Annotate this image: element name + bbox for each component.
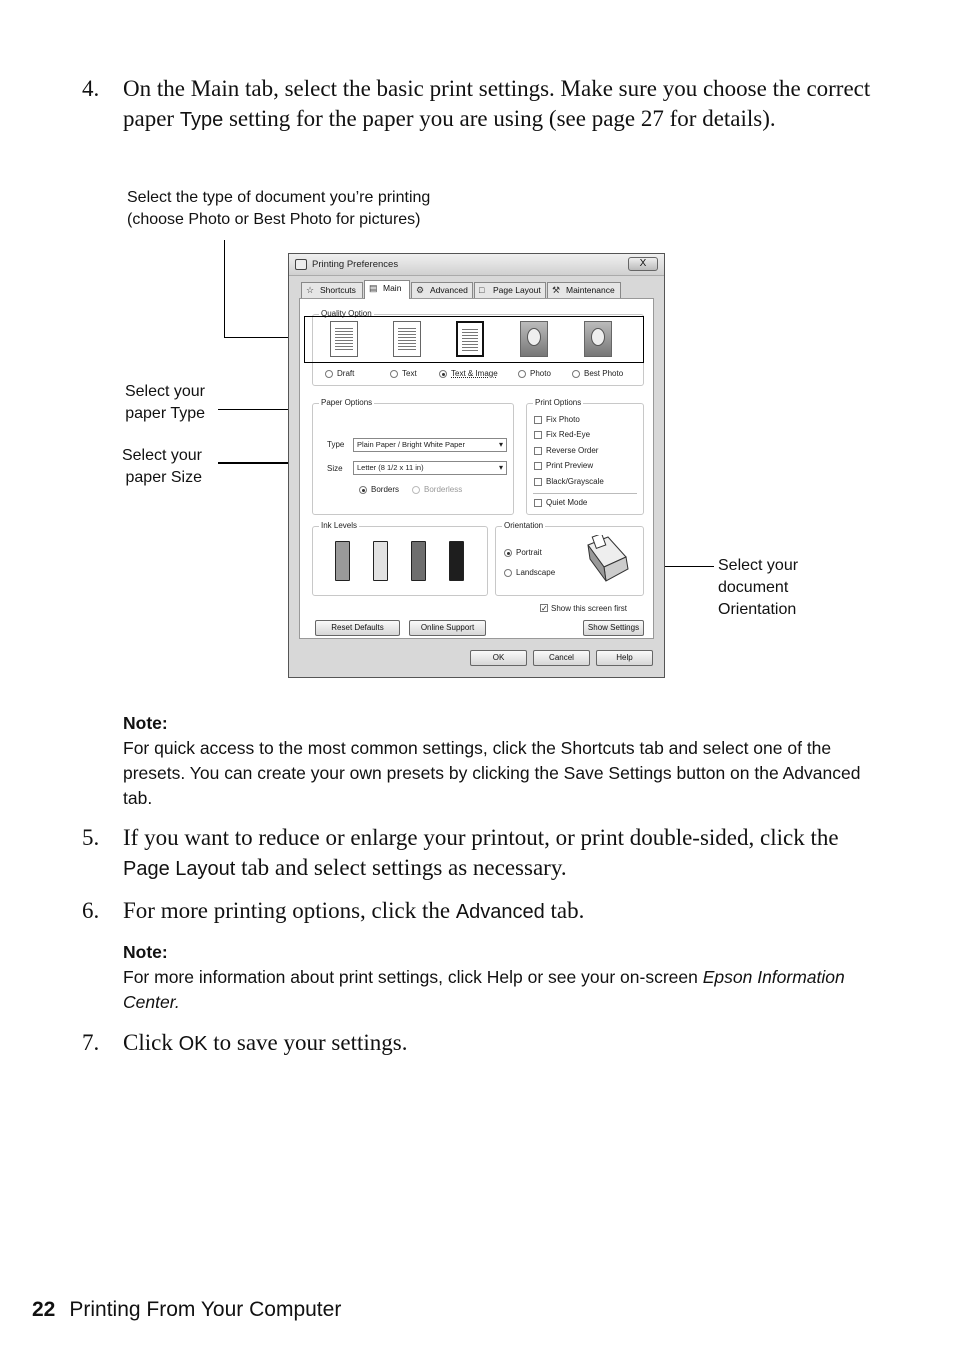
print-options-group: Print Options Fix Photo Fix Red-Eye Reverse Order Print Preview Black/Grayscale Quiet Mode — [526, 403, 644, 515]
tab-main[interactable]: ▤ Main — [364, 280, 410, 299]
star-icon: ☆ — [306, 285, 315, 295]
tab-advanced[interactable]: ⚙ Advanced — [411, 282, 473, 298]
black-grayscale-checkbox[interactable] — [534, 478, 542, 486]
quiet-mode-checkbox[interactable] — [534, 499, 542, 507]
page-footer — [32, 1298, 341, 1322]
ink-cartridge — [373, 541, 388, 581]
borders-radio[interactable] — [359, 486, 367, 494]
printer-icon — [295, 259, 307, 270]
callout-paper-type: Select your paper Type — [124, 383, 205, 422]
note-2: Note: For more information about print settings, click Help or see your on-screen Epson Information Center. — [123, 942, 845, 1012]
help-button[interactable]: Help — [596, 650, 653, 666]
ink-levels-group: Ink Levels — [312, 526, 488, 596]
advanced-icon: ⚙ — [416, 285, 425, 295]
ink-cartridge — [335, 541, 350, 581]
text-radio[interactable] — [390, 370, 398, 378]
print-preview-checkbox[interactable] — [534, 462, 542, 470]
reverse-order-checkbox[interactable] — [534, 447, 542, 455]
quality-highlight-box — [304, 316, 644, 363]
ok-button[interactable]: OK — [470, 650, 527, 666]
step-text: On the Main tab, select the basic print settings. Make sure you choose the correct paper Type setting for the paper you are using (see page 27 for details). — [123, 76, 871, 131]
ink-cartridge — [411, 541, 426, 581]
callout-paper-size: Select your paper Size — [121, 447, 202, 486]
reset-defaults-button[interactable]: Reset Defaults — [315, 620, 400, 636]
fix-red-eye-checkbox[interactable] — [534, 431, 542, 439]
borderless-radio[interactable] — [412, 486, 420, 494]
cancel-button[interactable]: Cancel — [533, 650, 590, 666]
close-button[interactable]: X — [628, 257, 658, 271]
best-photo-radio[interactable] — [572, 370, 580, 378]
divider — [533, 493, 637, 494]
main-tab-panel: Quality Option Draft Text Text & Image Photo Best Photo Paper Options Type Plain Paper / Bright White Paper ▾ Size Letter (8 1/2 x 11 in) ▾ Borders Borderless Print Options Fix Photo Fix Red-Eye Reverse Order Print Preview Black/Grayscale Quiet Mode Ink Levels Orientation Portrait Landscape ✓ Show this screen first Reset Defaults Online Support Show Settings — [299, 298, 654, 639]
callout-line — [224, 240, 225, 338]
tab-maintenance[interactable]: ⚒ Maintenance — [547, 282, 621, 298]
dialog-title: Printing Preferences — [312, 259, 399, 270]
page-icon: □ — [479, 285, 485, 295]
printer-orientation-icon — [582, 535, 632, 587]
dialog-titlebar — [289, 254, 664, 276]
tab-shortcuts[interactable]: ☆ Shortcuts — [301, 282, 363, 298]
show-settings-button[interactable]: Show Settings — [583, 620, 644, 636]
online-support-button[interactable]: Online Support — [409, 620, 486, 636]
quality-option-group: Quality Option Draft Text Text & Image Photo Best Photo — [312, 314, 644, 386]
paper-type-select[interactable]: Plain Paper / Bright White Paper ▾ — [353, 438, 507, 452]
printer-icon: ▤ — [369, 283, 378, 293]
fix-photo-checkbox[interactable] — [534, 416, 542, 424]
show-screen-first-checkbox[interactable]: ✓ — [541, 604, 548, 613]
landscape-radio[interactable] — [504, 569, 512, 577]
tab-page-layout[interactable]: □ Page Layout — [474, 282, 546, 298]
orientation-group: Orientation Portrait Landscape — [495, 526, 644, 596]
photo-radio[interactable] — [518, 370, 526, 378]
page-number: 22 — [32, 1298, 56, 1321]
wrench-icon: ⚒ — [552, 285, 561, 295]
note-1: Note: For quick access to the most common settings, click the Shortcuts tab and select one of the presets. You can create your own presets by clicking the Save Settings button on the Advanced tab. — [123, 713, 861, 808]
paper-options-group: Paper Options Type Plain Paper / Bright White Paper ▾ Size Letter (8 1/2 x 11 in) ▾ Borders Borderless — [312, 403, 514, 515]
paper-size-select[interactable]: Letter (8 1/2 x 11 in) ▾ — [353, 461, 507, 475]
ink-cartridge — [449, 541, 464, 581]
callout-document-type: Select the type of document you’re printing (choose Photo or Best Photo for pictures) — [127, 189, 431, 228]
step-number: 4. — [82, 76, 100, 101]
callout-orientation: Select your document Orientation — [718, 557, 799, 618]
draft-radio[interactable] — [325, 370, 333, 378]
text-image-radio[interactable] — [439, 370, 447, 378]
chapter-title: Printing From Your Computer — [69, 1298, 342, 1321]
portrait-radio[interactable] — [504, 549, 512, 557]
